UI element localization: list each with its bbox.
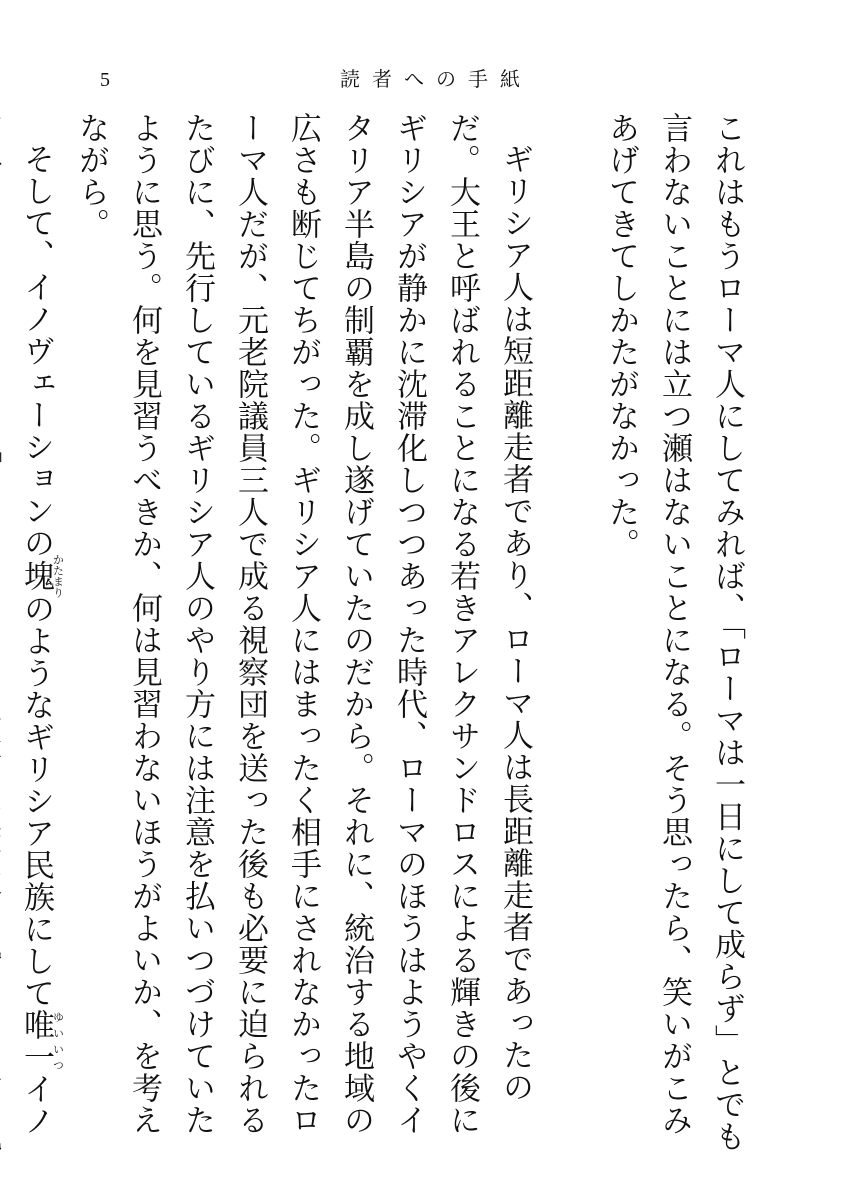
ruby-katamari-base: 塊 [18,554,54,598]
paragraph-3-part-3: イノ [18,1073,54,1137]
ruby-katamari-reading: かたまり [51,554,65,598]
paragraph-1: これはもうローマ人にしてみれば、「ローマは一日にして成らず」とでも言わないことには立つ瀬はないことになる。そう思ったら、笑いがこみあげてきてしかたがなかった。 [603,112,745,1153]
paragraph-3 [0,112,64,1162]
page-number: 5 [100,69,110,91]
ruby-yuiitsu-reading: ゆいいつ [51,1009,65,1073]
ruby-katamari [18,554,65,598]
paragraph-3-part-2: のようなギリシア民族にして [18,593,54,1009]
vertical-body-text [18,112,753,1162]
ruby-yuiitsu [18,1009,65,1073]
running-title: 読者への手紙 [340,67,532,91]
paragraph-2: ギリシア人は短距離走者であり、ローマ人は長距離走者であったのだ。大王と呼ばれることになる若きアレクサンドロスによる輝きの後にギリシアが静かに沈滞化しつつあった時代、ローマのほうはようやくイタリア半島の制覇を成し遂げていたのだから。それに、統治する地域の広さも断じてちがった。ギリシア人にはまったく相手にされなかったローマ人だが、元老院議員三人で成る視察団を送った後も必要に迫られるたびに、先行しているギリシア人のやり方には注意を払いつづけていたように思う。何を見習うべきか、何は見習わないほうがよいか、を考えながら。 [73,112,533,1136]
ruby-yuiitsu-base: 唯一 [18,1009,54,1073]
paragraph-3-part-1: そして、イノヴェーションの [18,143,54,559]
